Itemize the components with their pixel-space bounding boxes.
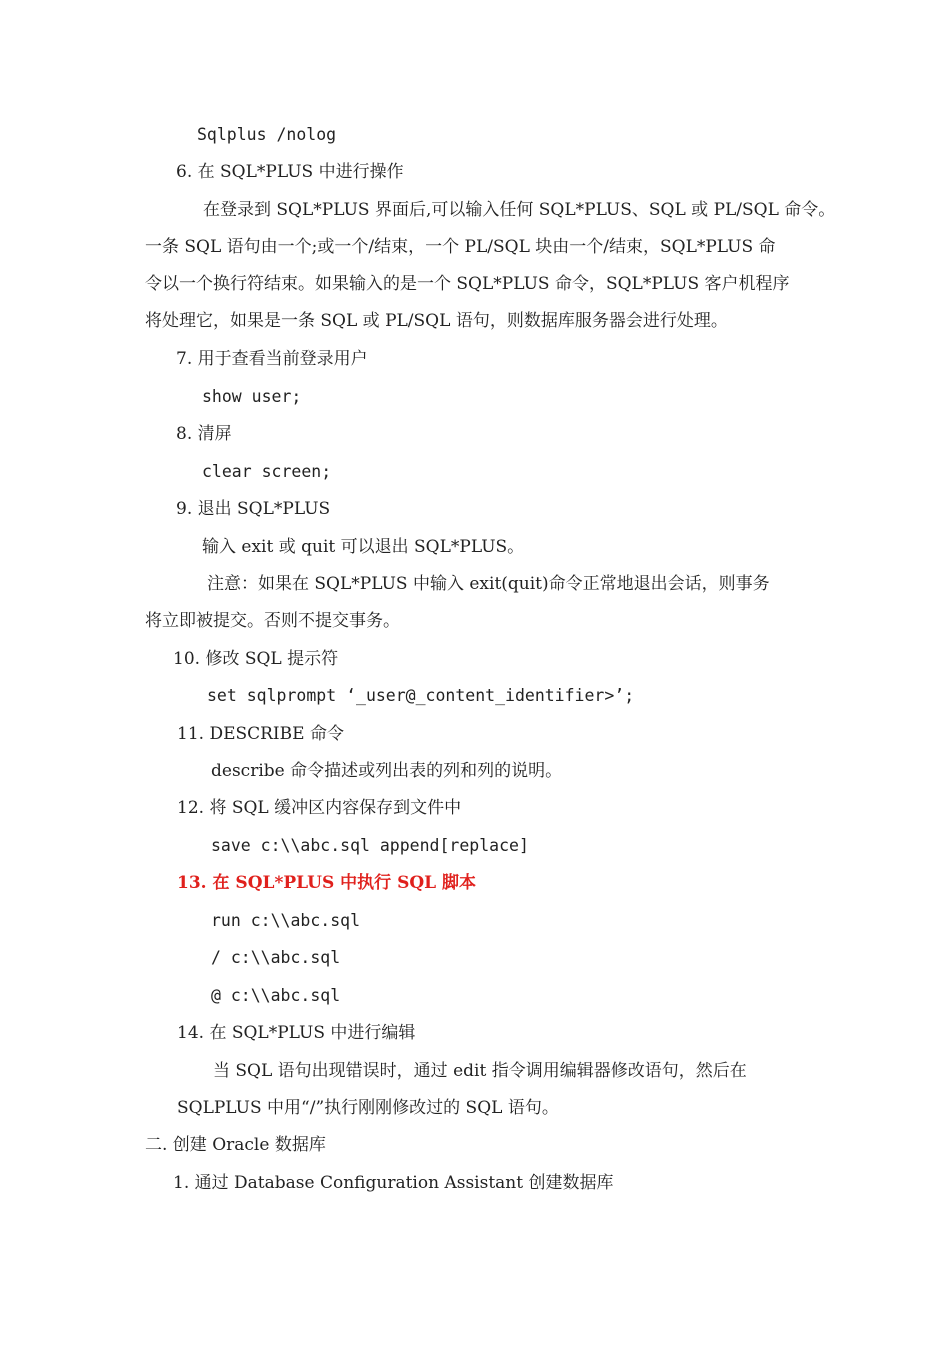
command-line: / c:\\abc.sql xyxy=(211,948,341,967)
paragraph-line: SQLPLUS 中用“/”执行刚刚修改过的 SQL 语句。 xyxy=(177,1098,559,1118)
paragraph-line: 注意：如果在 SQL*PLUS 中输入 exit(quit)命令正常地退出会话，则事务 xyxy=(207,574,770,594)
section-heading: 8. 清屏 xyxy=(176,424,232,444)
chapter-heading: 二. 创建 Oracle 数据库 xyxy=(145,1135,326,1155)
paragraph-line: 将处理它，如果是一条 SQL 或 PL/SQL 语句，则数据库服务器会进行处理。 xyxy=(145,311,728,331)
command-line: show user; xyxy=(202,387,302,406)
command-line: clear screen; xyxy=(202,462,332,481)
command-line: save c:\\abc.sql append[replace] xyxy=(211,836,529,855)
command-line: run c:\\abc.sql xyxy=(211,911,361,930)
section-heading: 11. DESCRIBE 命令 xyxy=(177,724,344,744)
section-heading: 10. 修改 SQL 提示符 xyxy=(173,649,339,669)
paragraph-line: 当 SQL 语句出现错误时，通过 edit 指令调用编辑器修改语句，然后在 xyxy=(213,1061,747,1081)
paragraph-line: 令以一个换行符结束。如果输入的是一个 SQL*PLUS 命令，SQL*PLUS 客户机程序 xyxy=(145,274,790,294)
section-heading: 1. 通过 Database Configuration Assistant 创建数据库 xyxy=(173,1173,614,1193)
paragraph-line: describe 命令描述或列出表的列和列的说明。 xyxy=(211,761,563,781)
highlighted-section-heading: 13. 在 SQL*PLUS 中执行 SQL 脚本 xyxy=(177,873,477,893)
paragraph-line: 一条 SQL 语句由一个;或一个/结束，一个 PL/SQL 块由一个/结束，SQL*PLUS 命 xyxy=(145,237,776,257)
command-line: set sqlprompt ‘_user@_content_identifier>’; xyxy=(207,686,635,705)
section-heading: 12. 将 SQL 缓冲区内容保存到文件中 xyxy=(177,798,462,818)
command-line: @ c:\\abc.sql xyxy=(211,986,341,1005)
section-heading: 14. 在 SQL*PLUS 中进行编辑 xyxy=(177,1023,416,1043)
command-line: Sqlplus /nolog xyxy=(197,125,337,144)
paragraph-line: 在登录到 SQL*PLUS 界面后,可以输入任何 SQL*PLUS、SQL 或 PL/SQL 命令。 xyxy=(203,200,836,220)
paragraph-line: 输入 exit 或 quit 可以退出 SQL*PLUS。 xyxy=(202,537,525,557)
paragraph-line: 将立即被提交。否则不提交事务。 xyxy=(145,611,400,631)
section-heading: 9. 退出 SQL*PLUS xyxy=(176,499,331,519)
section-heading: 7. 用于查看当前登录用户 xyxy=(176,349,368,369)
section-heading: 6. 在 SQL*PLUS 中进行操作 xyxy=(176,162,404,182)
